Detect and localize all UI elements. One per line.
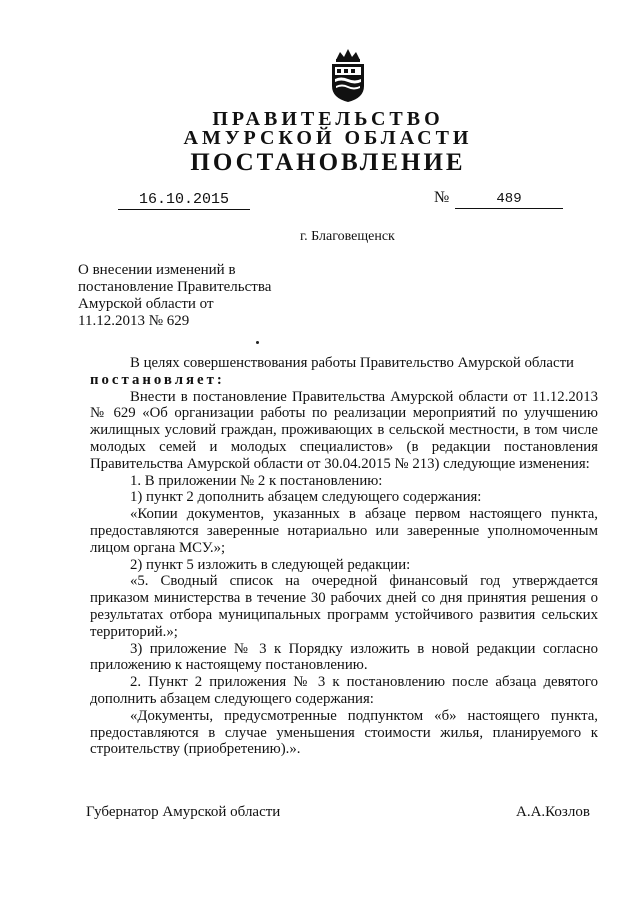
document-subject [78, 262, 308, 330]
paragraph-item-1: 1. В приложении № 2 к постановлению: [130, 472, 383, 489]
signatory-position: Губернатор Амурской области [86, 804, 281, 820]
resolves-text: постановляет: [90, 371, 225, 388]
government-title-line2: АМУРСКОЙ ОБЛАСТИ [183, 127, 473, 149]
scan-dot [256, 341, 259, 344]
paragraph-quote-3: «Документы, предусмотренные подпунктом «б» настоящего пункта, предоставляются в случае уменьшения стоимости жилья, планируемого к строительству (приобретению).». [90, 707, 598, 758]
document-body [90, 355, 598, 758]
paragraph-subitem-3: 3) приложение № 3 к Порядку изложить в новой редакции согласно приложению к настоящему постановлению. [90, 640, 598, 674]
subject-line: Амурской области от [78, 296, 214, 312]
subject-line: постановление Правительства [78, 279, 272, 295]
intro-paragraph: В целях совершенствования работы Правительство Амурской области [130, 355, 574, 371]
paragraph-subitem-1: 1) пункт 2 дополнить абзацем следующего содержания: [130, 489, 482, 506]
signatory-name: А.А.Козлов [516, 804, 590, 820]
document-date: 16.10.2015 [118, 191, 250, 210]
paragraph-quote-1: «Копии документов, указанных в абзаце первом настоящего пункта, предоставляются заверенные нотариально или заверенные уполномоченным лицом органа МСУ.»; [90, 506, 598, 556]
paragraph-quote-2: «5. Сводный список на очередной финансовый год утверждается приказом министерства в течение 30 рабочих дней со дня принятия решения о результатах отбора муниципальных программ устойчивого развития сельских территорий.»; [90, 573, 598, 640]
subject-line: О внесении изменений в [78, 262, 236, 278]
government-title-line1: ПРАВИТЕЛЬСТВО [212, 108, 444, 130]
document-type: ПОСТАНОВЛЕНИЕ [190, 149, 466, 176]
subject-line: 11.12.2013 № 629 [78, 313, 190, 329]
city: г. Благовещенск [300, 229, 395, 244]
coat-of-arms-icon [326, 46, 370, 104]
document-number: 489 [455, 191, 563, 209]
number-sign: № [434, 189, 450, 206]
paragraph-amendments: Внести в постановление Правительства Амурской области от 11.12.2013 № 629 «Об организации работы по реализации мероприятий по улучшению жилищных условий граждан, проживающих в сельской местности, в том числе молодых семей и молодых специалистов» (в редакции постановления Правительства Амурской области от 30.04.2015 № 213) следующие изменения: [90, 388, 598, 472]
paragraph-item-2: 2. Пункт 2 приложения № 3 к постановлению после абзаца девятого дополнить абзацем следующего содержания: [90, 674, 598, 707]
paragraph-subitem-2: 2) пункт 5 изложить в следующей редакции: [130, 556, 411, 573]
resolves-word [90, 372, 598, 389]
